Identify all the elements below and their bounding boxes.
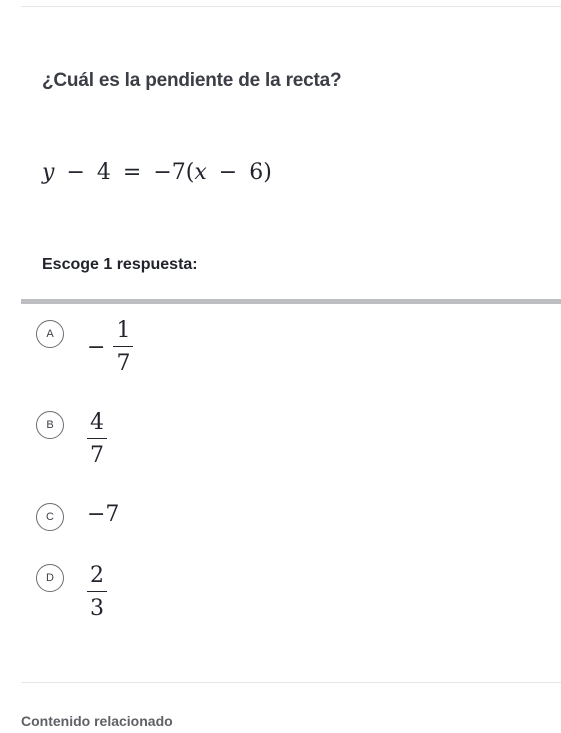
choice-d-fraction [87,565,107,620]
choice-a-sign: − [87,335,106,360]
choice-b-radio[interactable]: B [36,411,64,439]
bottom-divider [21,682,561,683]
choice-a-fraction [113,320,133,375]
choice-a-radio[interactable]: A [36,320,64,348]
choice-d-radio[interactable]: D [36,564,64,592]
choice-c-math: −7 [87,502,120,527]
equation [42,160,272,185]
choice-a-numerator: 1 [113,320,133,347]
choice-c-radio[interactable]: C [36,503,64,531]
choice-c[interactable] [21,498,561,548]
choice-a-denominator: 7 [116,351,131,376]
choice-d-numerator: 2 [87,565,107,592]
choice-b-numerator: 4 [87,412,107,439]
equation-rhs-close: ) [263,160,272,185]
equation-rhs-num: 6 [249,160,264,185]
choice-d-denominator: 3 [90,596,104,621]
equation-rhs-var: x [194,160,207,185]
choice-d[interactable] [21,559,561,639]
choices-divider [21,299,561,304]
related-content-heading[interactable]: Contenido relacionado [21,713,173,729]
choice-b-denominator: 7 [90,443,104,468]
question-title: ¿Cuál es la pendiente de la recta? [42,70,342,91]
equation-lhs-op: − [66,160,85,185]
choice-b-math [87,412,107,467]
choice-a[interactable] [21,312,561,392]
choice-d-math [87,565,107,620]
choice-b[interactable] [21,404,561,484]
equation-rhs: −7( [153,160,195,185]
equation-lhs-num: 4 [96,160,111,185]
equation-equals: = [122,160,142,185]
top-divider [21,6,561,7]
choice-b-fraction [87,412,107,467]
choice-a-math [87,320,133,375]
equation-lhs-var: y [42,160,55,185]
answer-prompt: Escoge 1 respuesta: [42,256,198,273]
equation-rhs-op: − [218,160,238,185]
